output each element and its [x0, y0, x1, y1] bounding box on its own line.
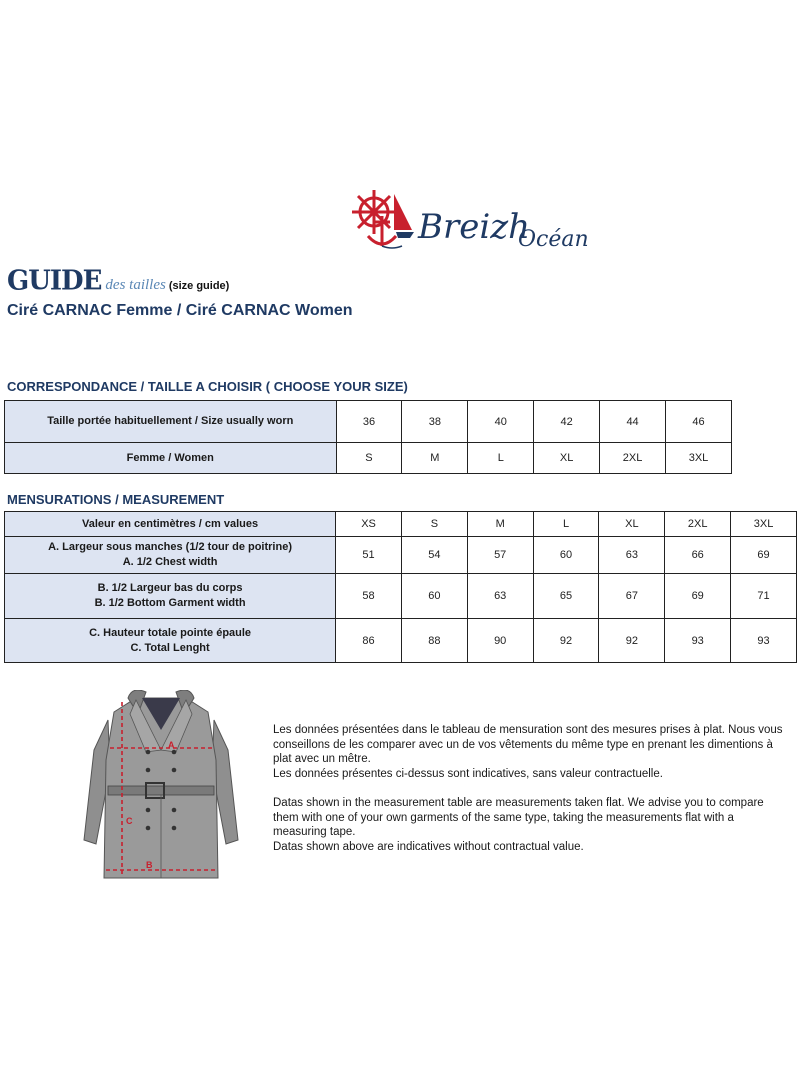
table-cell: 42	[534, 401, 600, 443]
label-en: B. 1/2 Bottom Garment width	[94, 597, 246, 609]
brand-logo	[352, 186, 602, 258]
table-cell: XL	[534, 443, 600, 474]
table-cell: 36	[336, 401, 402, 443]
table-row	[5, 537, 797, 574]
table-header-row	[5, 512, 797, 537]
label-c: C	[126, 816, 133, 826]
table-cell: 66	[665, 537, 731, 574]
svg-text:Breizh: Breizh	[418, 207, 531, 247]
table-row	[5, 574, 797, 619]
row-label	[5, 619, 336, 663]
table-cell: M	[402, 443, 468, 474]
label-fr: B. 1/2 Largeur bas du corps	[97, 582, 243, 594]
size-header: XL	[599, 512, 665, 537]
table-cell: 92	[533, 619, 599, 663]
table-row	[5, 619, 797, 663]
table-cell: 40	[468, 401, 534, 443]
table-cell: L	[468, 443, 534, 474]
note-fr-2: Les données présentes ci-dessus sont indicatives, sans valeur contractuelle.	[273, 767, 663, 780]
breizh-ocean-logo	[352, 186, 602, 258]
table-cell: 69	[731, 537, 797, 574]
guide-parenthesis: (size guide)	[168, 280, 230, 292]
table-cell: 60	[401, 574, 467, 619]
svg-text:Océan: Océan	[518, 227, 589, 252]
table-cell: 54	[401, 537, 467, 574]
table-cell: 46	[666, 401, 732, 443]
table-cell: 60	[533, 537, 599, 574]
table-cell: 65	[533, 574, 599, 619]
guide-word: GUIDE	[7, 265, 102, 297]
table-cell: 3XL	[666, 443, 732, 474]
row-label	[5, 537, 336, 574]
table-cell: 44	[600, 401, 666, 443]
label-b: B	[146, 860, 153, 870]
note-fr-1: Les données présentées dans le tableau de mensuration sont des mesures prises à plat. Nous vous conseillons de les comparer avec un de vos vêtements du même type en prenant les dimentions à plat avec un mêtre.	[273, 724, 783, 766]
trench-coat-image	[76, 690, 246, 890]
notes-english	[273, 796, 783, 854]
notes-french	[273, 723, 783, 781]
table-cell: 63	[599, 537, 665, 574]
table-cell: 88	[401, 619, 467, 663]
table-cell: 57	[467, 537, 533, 574]
table-cell: 2XL	[600, 443, 666, 474]
guide-title	[7, 266, 229, 296]
label-en: C. Total Lenght	[130, 641, 210, 654]
table-row	[5, 401, 732, 443]
size-header: L	[533, 512, 599, 537]
table-cell: 51	[336, 537, 402, 574]
size-header: M	[467, 512, 533, 537]
column-header-label: Valeur en centimètres / cm values	[5, 512, 336, 537]
table-cell: 58	[336, 574, 402, 619]
guide-subtitle: des tailles	[105, 277, 166, 293]
size-header: XS	[336, 512, 402, 537]
table-cell: 90	[467, 619, 533, 663]
size-header: 3XL	[731, 512, 797, 537]
table-cell: 93	[731, 619, 797, 663]
measurement-table	[4, 511, 797, 663]
row-label: Taille portée habituellement / Size usually worn	[5, 401, 337, 443]
label-a: A	[168, 740, 175, 750]
label-fr: C. Hauteur totale pointe épaule	[89, 626, 252, 639]
note-en-1: Datas shown in the measurement table are measurements taken flat. We advise you to compare them with one of your own garments of the same type, taking the measurements flat with a measuring tape.	[273, 797, 764, 839]
label-fr: A. Largeur sous manches (1/2 tour de poitrine)	[48, 541, 292, 553]
table-cell: 69	[665, 574, 731, 619]
table-cell: 71	[731, 574, 797, 619]
correspondance-table	[4, 400, 732, 474]
label-en: A. 1/2 Chest width	[122, 556, 218, 568]
row-label: Femme / Women	[5, 443, 337, 474]
row-label	[5, 574, 336, 619]
size-header: S	[401, 512, 467, 537]
table-cell: 93	[665, 619, 731, 663]
product-title: Ciré CARNAC Femme / Ciré CARNAC Women	[7, 302, 353, 319]
coat-illustration	[76, 690, 246, 890]
table-cell: S	[336, 443, 402, 474]
correspondance-heading: CORRESPONDANCE / TAILLE A CHOISIR ( CHOOSE YOUR SIZE)	[7, 379, 408, 394]
measurement-heading: MENSURATIONS / MEASUREMENT	[7, 492, 225, 507]
table-row	[5, 443, 732, 474]
table-cell: 63	[467, 574, 533, 619]
table-cell: 67	[599, 574, 665, 619]
note-en-2: Datas shown above are indicatives without contractual value.	[273, 840, 584, 853]
table-cell: 38	[402, 401, 468, 443]
size-header: 2XL	[665, 512, 731, 537]
table-cell: 86	[336, 619, 402, 663]
table-cell: 92	[599, 619, 665, 663]
